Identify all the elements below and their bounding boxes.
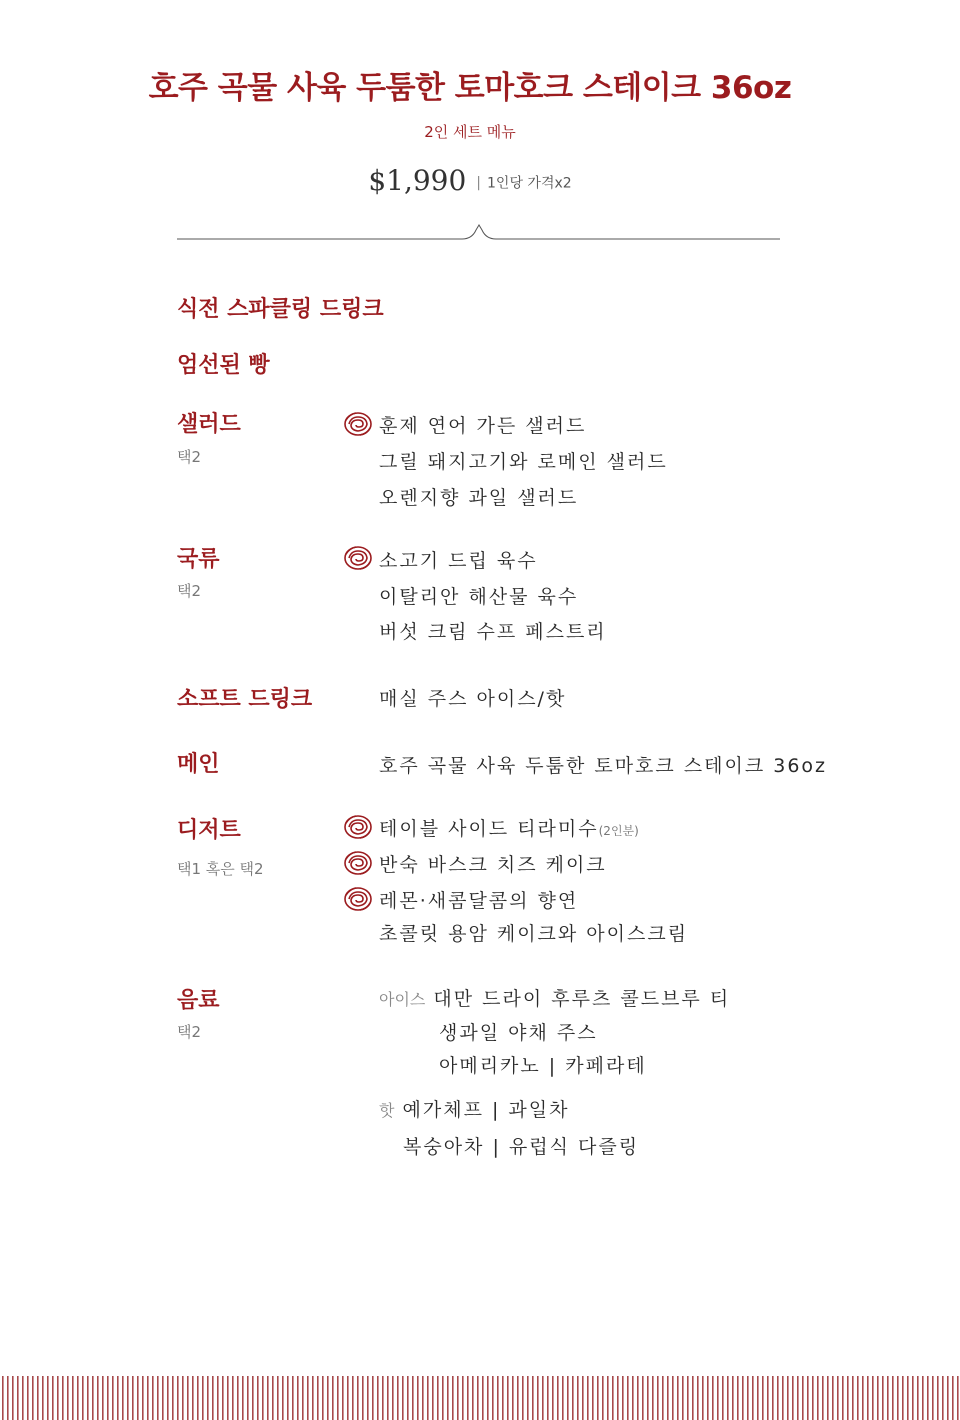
section-main-label: 메인 <box>177 752 220 777</box>
menu-subtitle: 2인 세트 메뉴 <box>424 123 516 141</box>
salad-item: 오렌지향 과일 샐러드 <box>379 487 579 509</box>
salad-item: 그릴 돼지고기와 로메인 샐러드 <box>379 451 668 473</box>
price: $1,990 <box>368 164 467 197</box>
drink-item: 생과일 야채 주스 <box>439 1022 598 1044</box>
dessert-item-suffix: (2인분) <box>598 824 639 838</box>
header-divider <box>176 222 782 244</box>
soup-item: 이탈리안 해산물 육수 <box>379 586 579 608</box>
rose-icon <box>343 885 373 913</box>
rose-icon <box>343 849 373 877</box>
soft-drink-item: 매실 주스 아이스/핫 <box>379 688 567 710</box>
drink-item: 아메리카노 | 카페라테 <box>439 1055 647 1077</box>
rose-icon <box>343 544 373 572</box>
main-item: 호주 곡물 사육 두툼한 토마호크 스테이크 36oz <box>379 755 828 777</box>
dessert-item-label: 테이블 사이드 티라미수 <box>379 818 599 840</box>
drinks-iced-line <box>379 984 730 1011</box>
section-soup-note: 택2 <box>177 582 202 600</box>
section-salad-note: 택2 <box>177 448 202 466</box>
section-salad-label: 샐러드 <box>177 412 241 437</box>
dessert-item: 반숙 바스크 치즈 케이크 <box>379 854 607 876</box>
section-bread-label: 엄선된 빵 <box>177 353 270 378</box>
salad-item: 훈제 연어 가든 샐러드 <box>379 415 587 437</box>
section-drinks-label: 음료 <box>177 988 220 1013</box>
drink-item: 대만 드라이 후루츠 콜드브루 티 <box>433 988 731 1010</box>
drink-item: 복숭아차 | 유럽식 다즐링 <box>403 1136 640 1158</box>
drinks-hot-line <box>379 1095 569 1122</box>
price-note: 1인당 가격x2 <box>487 175 572 192</box>
menu-header <box>0 62 940 197</box>
iced-tag: 아이스 <box>379 990 426 1009</box>
price-separator: | <box>476 174 482 191</box>
rose-icon <box>343 813 373 841</box>
hot-tag: 핫 <box>379 1101 395 1120</box>
section-soup-label: 국류 <box>177 547 220 572</box>
decorative-stripe-border <box>0 1376 960 1420</box>
section-dessert-note: 택1 혹은 택2 <box>177 860 264 878</box>
section-dessert-label: 디저트 <box>177 818 241 843</box>
price-line <box>0 164 940 197</box>
menu-title: 호주 곡물 사육 두툼한 토마호크 스테이크 36oz <box>148 70 792 106</box>
section-soft-drink-label: 소프트 드링크 <box>177 687 313 712</box>
soup-item: 소고기 드립 육수 <box>379 550 538 572</box>
drink-item: 예가체프 | 과일차 <box>402 1099 570 1121</box>
dessert-item <box>379 814 639 841</box>
dessert-item: 레몬·새콤달콤의 향연 <box>379 890 579 912</box>
section-aperitif-label: 식전 스파클링 드링크 <box>177 297 384 322</box>
soup-item: 버섯 크림 수프 페스트리 <box>379 621 607 643</box>
section-drinks-note: 택2 <box>177 1023 202 1041</box>
dessert-item: 초콜릿 용암 케이크와 아이스크림 <box>379 923 689 945</box>
rose-icon <box>343 410 373 438</box>
